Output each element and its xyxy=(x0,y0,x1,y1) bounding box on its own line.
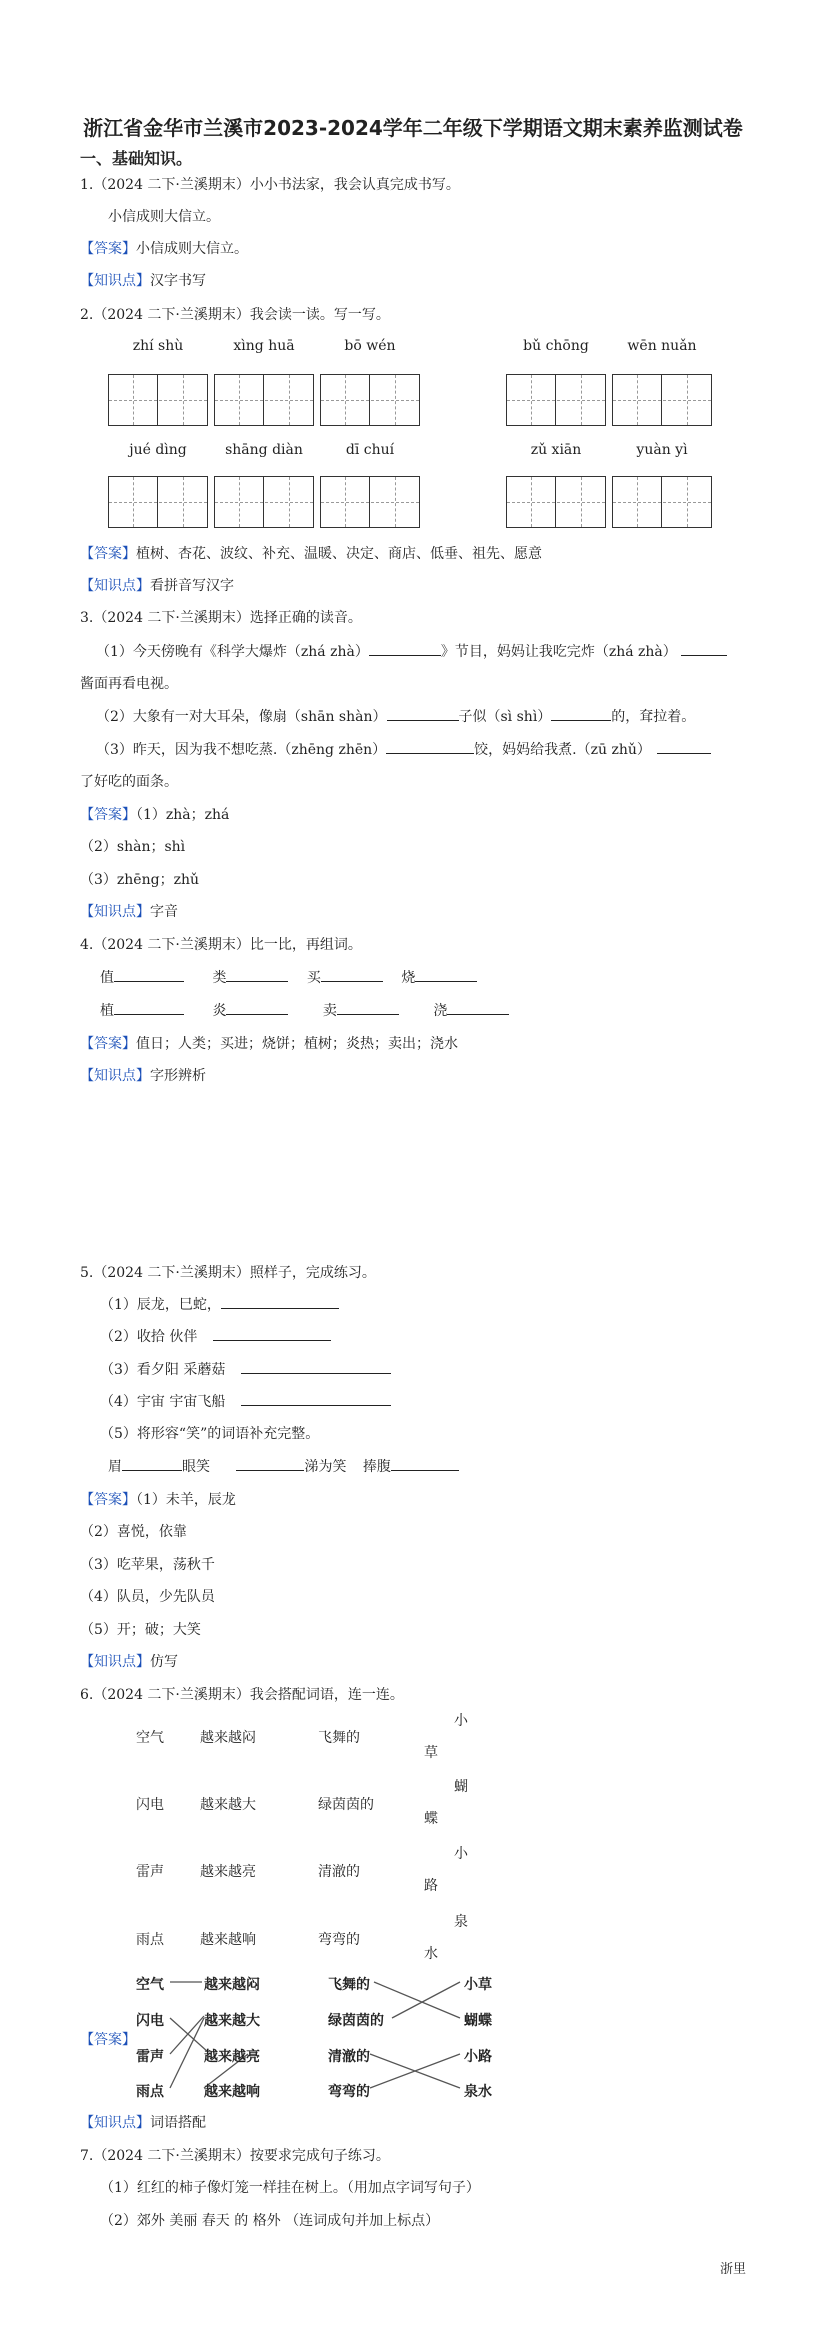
q1-answer: 小信成则大信立。 xyxy=(136,241,248,257)
q3-line3-cont: 了好吃的面条。 xyxy=(80,774,178,790)
answer-blank[interactable] xyxy=(241,1391,391,1406)
q6-ans-word: 闪电 xyxy=(136,2013,164,2029)
q3-line1 xyxy=(96,641,727,661)
pinyin: zhí shù xyxy=(132,338,184,354)
q6-word: 飞舞的 xyxy=(318,1730,360,1746)
q3-line1-cont: 酱面再看电视。 xyxy=(80,676,178,692)
q5-knowledge-row xyxy=(80,1651,178,1671)
q6-word: 越来越响 xyxy=(200,1932,256,1948)
writing-grid[interactable] xyxy=(320,374,420,426)
q1-stem: 1.（2024 二下·兰溪期末）小小书法家，我会认真完成书写。 xyxy=(80,177,460,193)
q6-ans-word: 弯弯的 xyxy=(328,2084,370,2100)
q6-ans-word: 绿茵茵的 xyxy=(328,2013,384,2029)
q6-ans-word: 越来越闷 xyxy=(204,1977,260,1993)
pinyin: dī chuí xyxy=(345,442,395,458)
q2-knowledge-row xyxy=(80,575,234,595)
q6-word-char: 小 xyxy=(454,1846,468,1862)
q1-knowledge: 汉字书写 xyxy=(150,273,206,289)
pinyin: xìng huā xyxy=(233,338,295,354)
q6-word: 空气 xyxy=(136,1730,164,1746)
answer-blank[interactable] xyxy=(114,1000,184,1015)
q6-answer-tag xyxy=(80,2029,136,2049)
knowledge-tag: 【知识点】 xyxy=(80,1654,150,1670)
q5-l2: （2）收拾 伙伴 xyxy=(100,1329,198,1345)
q6-knowledge-row xyxy=(80,2112,206,2132)
q6-ans-word: 小路 xyxy=(464,2049,492,2065)
q4-char: 卖 xyxy=(322,1003,337,1019)
pinyin: shāng diàn xyxy=(225,442,303,458)
answer-tag: 【答案】 xyxy=(80,807,136,823)
q6-word: 闪电 xyxy=(136,1797,164,1813)
knowledge-tag: 【知识点】 xyxy=(80,1068,150,1084)
answer-blank[interactable] xyxy=(226,1000,288,1015)
answer-blank[interactable] xyxy=(213,1326,331,1341)
q6-ans-word: 越来越大 xyxy=(204,2013,260,2029)
answer-blank[interactable] xyxy=(236,1456,304,1471)
q3-s2c: 的，耷拉着。 xyxy=(611,709,696,725)
q4-row1 xyxy=(100,967,477,987)
q6-ans-word: 泉水 xyxy=(464,2084,492,2100)
q1-answer-row xyxy=(80,238,248,258)
answer-blank[interactable] xyxy=(321,967,383,982)
q1-knowledge-row xyxy=(80,270,206,290)
q2-knowledge: 看拼音写汉字 xyxy=(150,578,234,594)
q5-line4 xyxy=(100,1391,391,1411)
q3-s3b: 饺，妈妈给我煮.（zū zhǔ） xyxy=(474,742,651,758)
answer-blank[interactable] xyxy=(386,739,474,754)
knowledge-tag: 【知识点】 xyxy=(80,904,150,920)
q1-line: 小信成则大信立。 xyxy=(108,209,220,225)
q5-answer-2: （2）喜悦，依靠 xyxy=(80,1524,187,1540)
q6-ans-word: 蝴蝶 xyxy=(464,2013,492,2029)
q5-line1 xyxy=(100,1294,339,1314)
q6-word-char: 小 xyxy=(454,1713,468,1729)
q4-knowledge: 字形辨析 xyxy=(150,1068,206,1084)
q6-ans-word: 雷声 xyxy=(136,2049,164,2065)
pinyin: wēn nuǎn xyxy=(627,338,697,354)
answer-tag: 【答案】 xyxy=(80,2032,136,2048)
page-footer: 浙里 xyxy=(720,2262,747,2277)
q5-l6b: 眼笑 xyxy=(182,1459,210,1475)
q4-char: 类 xyxy=(212,970,227,986)
q3-s1a: （1）今天傍晚有《科学大爆炸（zhá zhà） xyxy=(96,644,369,660)
writing-grid[interactable] xyxy=(214,374,314,426)
section-heading: 一、基础知识。 xyxy=(80,149,193,168)
answer-blank[interactable] xyxy=(122,1456,182,1471)
q4-char: 买 xyxy=(306,970,321,986)
answer-blank[interactable] xyxy=(114,967,184,982)
q7-line1: （1）红红的柿子像灯笼一样挂在树上。（用加点字词写句子） xyxy=(100,2180,480,2196)
q6-word: 绿茵茵的 xyxy=(318,1797,374,1813)
answer-blank[interactable] xyxy=(337,1000,399,1015)
q6-word: 越来越亮 xyxy=(200,1864,256,1880)
q5-answer-1: （1）未羊，辰龙 xyxy=(136,1492,236,1508)
q6-stem: 6.（2024 二下·兰溪期末）我会搭配词语，连一连。 xyxy=(80,1687,404,1703)
q3-answer-row xyxy=(80,804,229,824)
q4-answer-row xyxy=(80,1033,458,1053)
answer-blank[interactable] xyxy=(447,1000,509,1015)
q3-s2a: （2）大象有一对大耳朵，像扇（shān shàn） xyxy=(96,709,387,725)
q6-word-char: 泉 xyxy=(454,1914,468,1930)
pinyin: yuàn yì xyxy=(636,442,688,458)
q6-ans-word: 越来越响 xyxy=(204,2084,260,2100)
q6-word: 雨点 xyxy=(136,1932,164,1948)
q4-char: 烧 xyxy=(401,970,416,986)
q4-char: 植 xyxy=(100,1003,114,1019)
answer-blank[interactable] xyxy=(657,739,711,754)
pinyin: bǔ chōng xyxy=(523,338,589,354)
q5-line3 xyxy=(100,1359,391,1379)
q6-ans-word: 飞舞的 xyxy=(328,1977,370,1993)
q5-l4: （4）宇宙 宇宙飞船 xyxy=(100,1394,226,1410)
q6-knowledge: 词语搭配 xyxy=(150,2115,206,2131)
q4-row2 xyxy=(100,1000,509,1020)
q6-word-char: 水 xyxy=(424,1946,438,1962)
writing-grid[interactable] xyxy=(320,476,420,528)
answer-blank[interactable] xyxy=(226,967,288,982)
q5-line6 xyxy=(108,1456,459,1476)
q7-stem: 7.（2024 二下·兰溪期末）按要求完成句子练习。 xyxy=(80,2148,390,2164)
pinyin: bō wén xyxy=(344,338,396,354)
q6-ans-word: 空气 xyxy=(136,1977,164,1993)
q6-word: 越来越大 xyxy=(200,1797,256,1813)
q3-answer-1: （1）zhà；zhá xyxy=(136,807,230,823)
answer-blank[interactable] xyxy=(241,1359,391,1374)
writing-grid[interactable] xyxy=(506,476,606,528)
q6-word: 雷声 xyxy=(136,1864,164,1880)
answer-tag: 【答案】 xyxy=(80,546,136,562)
answer-blank[interactable] xyxy=(369,641,441,656)
writing-grid[interactable] xyxy=(612,476,712,528)
q7-line2: （2）郊外 美丽 春天 的 格外 （连词成句并加上标点） xyxy=(100,2213,440,2229)
q5-answer-4: （4）队员，少先队员 xyxy=(80,1589,215,1605)
q6-word-char: 路 xyxy=(424,1878,438,1894)
q5-answer-row xyxy=(80,1489,236,1509)
q3-knowledge-row xyxy=(80,901,178,921)
page-title: 浙江省金华市兰溪市2023-2024学年二年级下学期语文期末素养监测试卷 xyxy=(83,116,743,140)
q6-word: 越来越闷 xyxy=(200,1730,256,1746)
writing-grid[interactable] xyxy=(506,374,606,426)
pinyin: jué dìng xyxy=(129,442,187,458)
q5-line5: （5）将形容“笑”的词语补充完整。 xyxy=(100,1426,320,1442)
q3-s2b: 子似（sì shì） xyxy=(458,709,552,725)
q4-char: 值 xyxy=(100,970,114,986)
answer-tag: 【答案】 xyxy=(80,241,136,257)
q3-line3 xyxy=(96,739,711,759)
q5-answer-5: （5）开；破；大笑 xyxy=(80,1622,201,1638)
answer-blank[interactable] xyxy=(415,967,477,982)
pinyin: zǔ xiān xyxy=(530,442,582,458)
q3-s1b: 》节目，妈妈让我吃完炸（zhá zhà） xyxy=(440,644,677,660)
answer-tag: 【答案】 xyxy=(80,1036,136,1052)
q4-knowledge-row xyxy=(80,1065,206,1085)
knowledge-tag: 【知识点】 xyxy=(80,273,150,289)
q6-ans-word: 雨点 xyxy=(136,2084,164,2100)
answer-blank[interactable] xyxy=(391,1456,459,1471)
q4-char: 浇 xyxy=(433,1003,448,1019)
q5-l6c: 涕为笑 xyxy=(304,1459,347,1475)
writing-grid[interactable] xyxy=(108,374,208,426)
knowledge-tag: 【知识点】 xyxy=(80,2115,150,2131)
answer-blank[interactable] xyxy=(387,706,459,721)
q4-answer: 值日；人类；买进；烧饼；植树；炎热；卖出；浇水 xyxy=(136,1036,458,1052)
writing-grid[interactable] xyxy=(214,476,314,528)
q6-word-char: 蝴 xyxy=(454,1779,468,1795)
q3-knowledge: 字音 xyxy=(150,904,178,920)
q3-line2 xyxy=(96,706,695,726)
answer-tag: 【答案】 xyxy=(80,1492,136,1508)
writing-grid[interactable] xyxy=(612,374,712,426)
q6-word-char: 蝶 xyxy=(424,1811,438,1827)
q5-knowledge: 仿写 xyxy=(150,1654,178,1670)
q2-answer-row xyxy=(80,543,542,563)
knowledge-tag: 【知识点】 xyxy=(80,578,150,594)
q6-matching-lines xyxy=(130,1972,520,2102)
q6-word: 弯弯的 xyxy=(318,1932,360,1948)
writing-grid[interactable] xyxy=(108,476,208,528)
answer-blank[interactable] xyxy=(551,706,611,721)
answer-blank[interactable] xyxy=(681,641,727,656)
q3-answer-2: （2）shàn；shì xyxy=(80,839,186,855)
q6-word: 清澈的 xyxy=(318,1864,360,1880)
q4-char: 炎 xyxy=(212,1003,227,1019)
q3-s3a: （3）昨天，因为我不想吃蒸.（zhēng zhēn） xyxy=(96,742,387,758)
q5-l3: （3）看夕阳 采蘑菇 xyxy=(100,1362,226,1378)
q2-answer: 植树、杏花、波纹、补充、温暖、决定、商店、低垂、祖先、愿意 xyxy=(136,546,542,562)
q6-ans-word: 越来越亮 xyxy=(204,2049,260,2065)
q6-ans-word: 清澈的 xyxy=(328,2049,370,2065)
q5-l1: （1）辰龙，巳蛇， xyxy=(100,1297,221,1313)
answer-blank[interactable] xyxy=(221,1294,339,1309)
q6-ans-word: 小草 xyxy=(464,1977,492,1993)
q3-stem: 3.（2024 二下·兰溪期末）选择正确的读音。 xyxy=(80,610,362,626)
q5-l6a: 眉 xyxy=(108,1459,122,1475)
q5-stem: 5.（2024 二下·兰溪期末）照样子，完成练习。 xyxy=(80,1265,376,1281)
q5-line2 xyxy=(100,1326,331,1346)
q4-stem: 4.（2024 二下·兰溪期末）比一比，再组词。 xyxy=(80,937,362,953)
q5-l6d: 捧腹 xyxy=(362,1459,391,1475)
q6-word-char: 草 xyxy=(424,1745,438,1761)
q3-answer-3: （3）zhēng；zhǔ xyxy=(80,872,199,888)
q2-stem: 2.（2024 二下·兰溪期末）我会读一读。写一写。 xyxy=(80,307,390,323)
q5-answer-3: （3）吃苹果，荡秋千 xyxy=(80,1557,215,1573)
